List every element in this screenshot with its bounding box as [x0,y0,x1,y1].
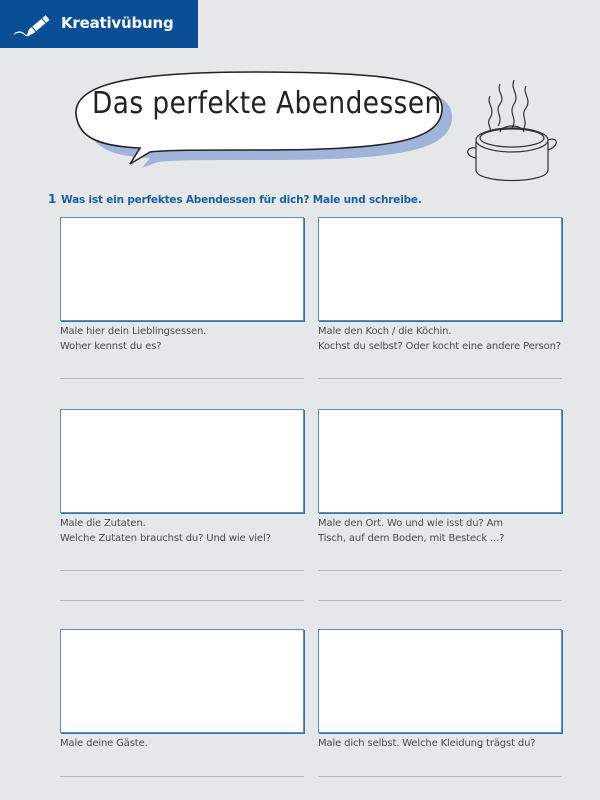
writing-line[interactable] [60,570,304,571]
writing-line[interactable] [318,570,562,571]
prompt-line: Male den Ort. Wo und wie isst du? Am [318,518,503,529]
drawing-box-favorite-food[interactable] [60,217,304,321]
cooking-pot-icon [462,74,562,190]
writing-line[interactable] [60,776,304,777]
prompt-line: Male dich selbst. Welche Kleidung trägst du? [318,738,536,749]
prompt-cook [318,324,561,354]
writing-line[interactable] [318,776,562,777]
prompt-ingredients [60,516,271,546]
task-number: 1 [48,192,57,206]
drawing-box-place[interactable] [318,409,562,513]
prompt-line: Welche Zutaten brauchst du? Und wie viel? [60,533,271,544]
prompt-line: Male den Koch / die Köchin. [318,326,452,337]
writing-line[interactable] [318,378,562,379]
prompt-line: Kochst du selbst? Oder kocht eine andere Person? [318,341,561,352]
prompt-line: Male hier dein Lieblingsessen. [60,326,207,337]
prompt-line: Male die Zutaten. [60,518,146,529]
drawing-box-cook[interactable] [318,217,562,321]
writing-line[interactable] [60,600,304,601]
drawing-box-self[interactable] [318,629,562,733]
prompt-line: Tisch, auf dem Boden, mit Besteck ...? [318,533,505,544]
page-title: Das perfekte Abendessen [92,86,442,121]
prompt-line: Male deine Gäste. [60,738,148,749]
prompt-place [318,516,504,546]
pencil-icon [14,12,56,38]
task-text: Was ist ein perfektes Abendessen für dich? Male und schreibe. [61,194,422,206]
banner-label: Kreativübung [61,14,174,32]
writing-line[interactable] [318,600,562,601]
prompt-self [318,736,535,751]
prompt-line: Woher kennst du es? [60,341,162,352]
prompt-favorite-food [60,324,206,354]
drawing-box-guests[interactable] [60,629,304,733]
task-instruction [48,192,422,206]
drawing-box-ingredients[interactable] [60,409,304,513]
section-banner [0,0,198,48]
prompt-guests [60,736,148,751]
writing-line[interactable] [60,378,304,379]
